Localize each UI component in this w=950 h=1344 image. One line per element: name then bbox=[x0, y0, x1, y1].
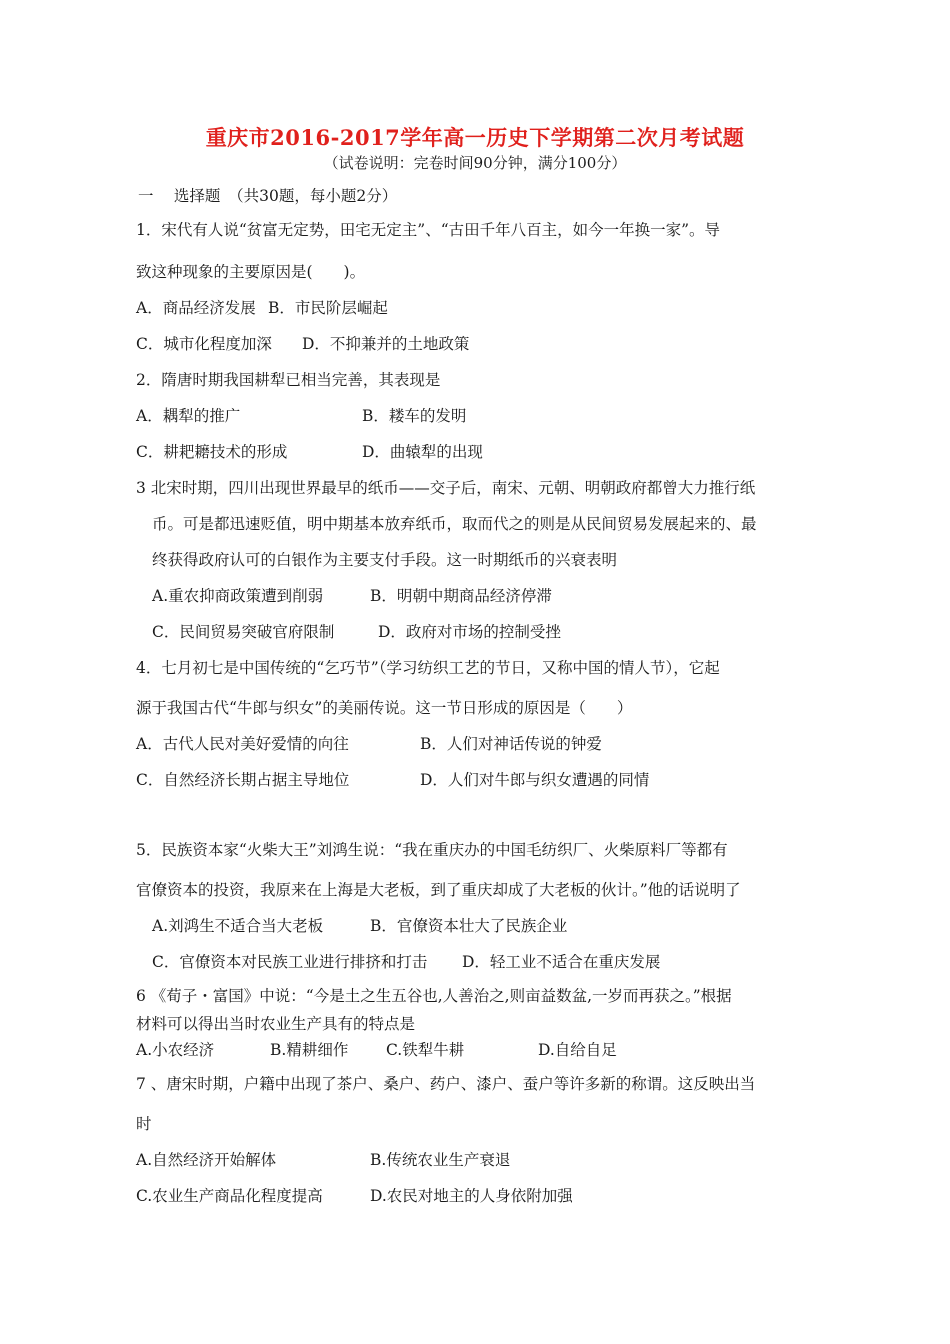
question-6-option-c: C.铁犁牛耕 bbox=[386, 1041, 465, 1059]
question-5-line-2: 官僚资本的投资，我原来在上海是大老板，到了重庆却成了大老板的伙计。”他的话说明了 bbox=[136, 881, 741, 899]
question-7-line-1: 7 、唐宋时期，户籍中出现了茶户、桑户、药户、漆户、蚕户等许多新的称谓。这反映出当 bbox=[136, 1075, 756, 1093]
question-1-option-d: D．不抑兼并的土地政策 bbox=[302, 335, 470, 353]
question-2-option-c: C．耕耙耱技术的形成 bbox=[136, 443, 288, 461]
question-5-option-d: D．轻工业不适合在重庆发展 bbox=[462, 953, 661, 971]
question-1-line-1: 1．宋代有人说“贫富无定势，田宅无定主”、“古田千年八百主，如今一年换一家”。导 bbox=[136, 221, 721, 239]
question-3-line-1: 3 北宋时期，四川出现世界最早的纸币——交子后，南宋、元朝、明朝政府都曾大力推行纸 bbox=[136, 479, 756, 497]
question-1-option-c: C．城市化程度加深 bbox=[136, 335, 272, 353]
section-heading: 一 选择题 （共30题，每小题2分） bbox=[138, 187, 398, 205]
question-4-line-2: 源于我国古代“牛郎与织女”的美丽传说。这一节日形成的原因是（ ） bbox=[136, 699, 633, 717]
question-1-line-2: 致这种现象的主要原因是( )。 bbox=[136, 263, 366, 281]
question-7-option-c: C.农业生产商品化程度提高 bbox=[136, 1187, 323, 1205]
question-2-line-1: 2．隋唐时期我国耕犁已相当完善，其表现是 bbox=[136, 371, 441, 389]
question-4-option-c: C．自然经济长期占据主导地位 bbox=[136, 771, 350, 789]
question-7-option-b: B.传统农业生产衰退 bbox=[370, 1151, 511, 1169]
question-2-option-b: B．耧车的发明 bbox=[362, 407, 467, 425]
question-3-line-2: 币。可是都迅速贬值，明中期基本放弃纸币，取而代之的则是从民间贸易发展起来的、最 bbox=[152, 515, 757, 533]
question-1-option-a: A．商品经济发展 bbox=[136, 299, 256, 317]
question-2-option-a: A．耦犁的推广 bbox=[136, 407, 241, 425]
question-3-line-3: 终获得政府认可的白银作为主要支付手段。这一时期纸币的兴衰表明 bbox=[152, 551, 618, 569]
question-3-option-a: A.重农抑商政策遭到削弱 bbox=[152, 587, 324, 605]
question-2-option-d: D．曲辕犁的出现 bbox=[362, 443, 483, 461]
question-5-line-1: 5．民族资本家“火柴大王”刘鸿生说：“我在重庆办的中国毛纺织厂、火柴原料厂等都有 bbox=[136, 841, 728, 859]
question-4-option-d: D．人们对牛郎与织女遭遇的同情 bbox=[420, 771, 650, 789]
question-3-option-c: C．民间贸易突破官府限制 bbox=[152, 623, 335, 641]
question-6-line-2: 材料可以得出当时农业生产具有的特点是 bbox=[136, 1015, 416, 1033]
question-5-option-a: A.刘鸿生不适合当大老板 bbox=[152, 917, 324, 935]
question-4-line-1: 4．七月初七是中国传统的“乞巧节”（学习纺织工艺的节日，又称中国的情人节），它起 bbox=[136, 659, 720, 677]
question-4-option-b: B．人们对神话传说的钟爱 bbox=[420, 735, 602, 753]
page-subtitle: （试卷说明：完卷时间90分钟，满分100分） bbox=[323, 154, 627, 172]
question-4-option-a: A．古代人民对美好爱情的向往 bbox=[136, 735, 349, 753]
question-1-option-b: B．市民阶层崛起 bbox=[268, 299, 388, 317]
question-3-option-d: D．政府对市场的控制受挫 bbox=[378, 623, 561, 641]
question-6-line-1: 6 《荀子・富国》中说：“今是土之生五谷也,人善治之,则亩益数盆,一岁而再获之。”根据 bbox=[136, 987, 732, 1005]
question-7-line-2: 时 bbox=[136, 1115, 152, 1133]
question-5-option-b: B．官僚资本壮大了民族企业 bbox=[370, 917, 568, 935]
question-7-option-a: A.自然经济开始解体 bbox=[136, 1151, 277, 1169]
question-6-option-d: D.自给自足 bbox=[538, 1041, 617, 1059]
question-3-option-b: B．明朝中期商品经济停滞 bbox=[370, 587, 552, 605]
page-title: 重庆市2016-2017学年高一历史下学期第二次月考试题 bbox=[205, 125, 745, 150]
question-7-option-d: D.农民对地主的人身依附加强 bbox=[370, 1187, 573, 1205]
question-6-option-a: A.小农经济 bbox=[136, 1041, 215, 1059]
question-5-option-c: C．官僚资本对民族工业进行排挤和打击 bbox=[152, 953, 428, 971]
question-6-option-b: B.精耕细作 bbox=[270, 1041, 349, 1059]
